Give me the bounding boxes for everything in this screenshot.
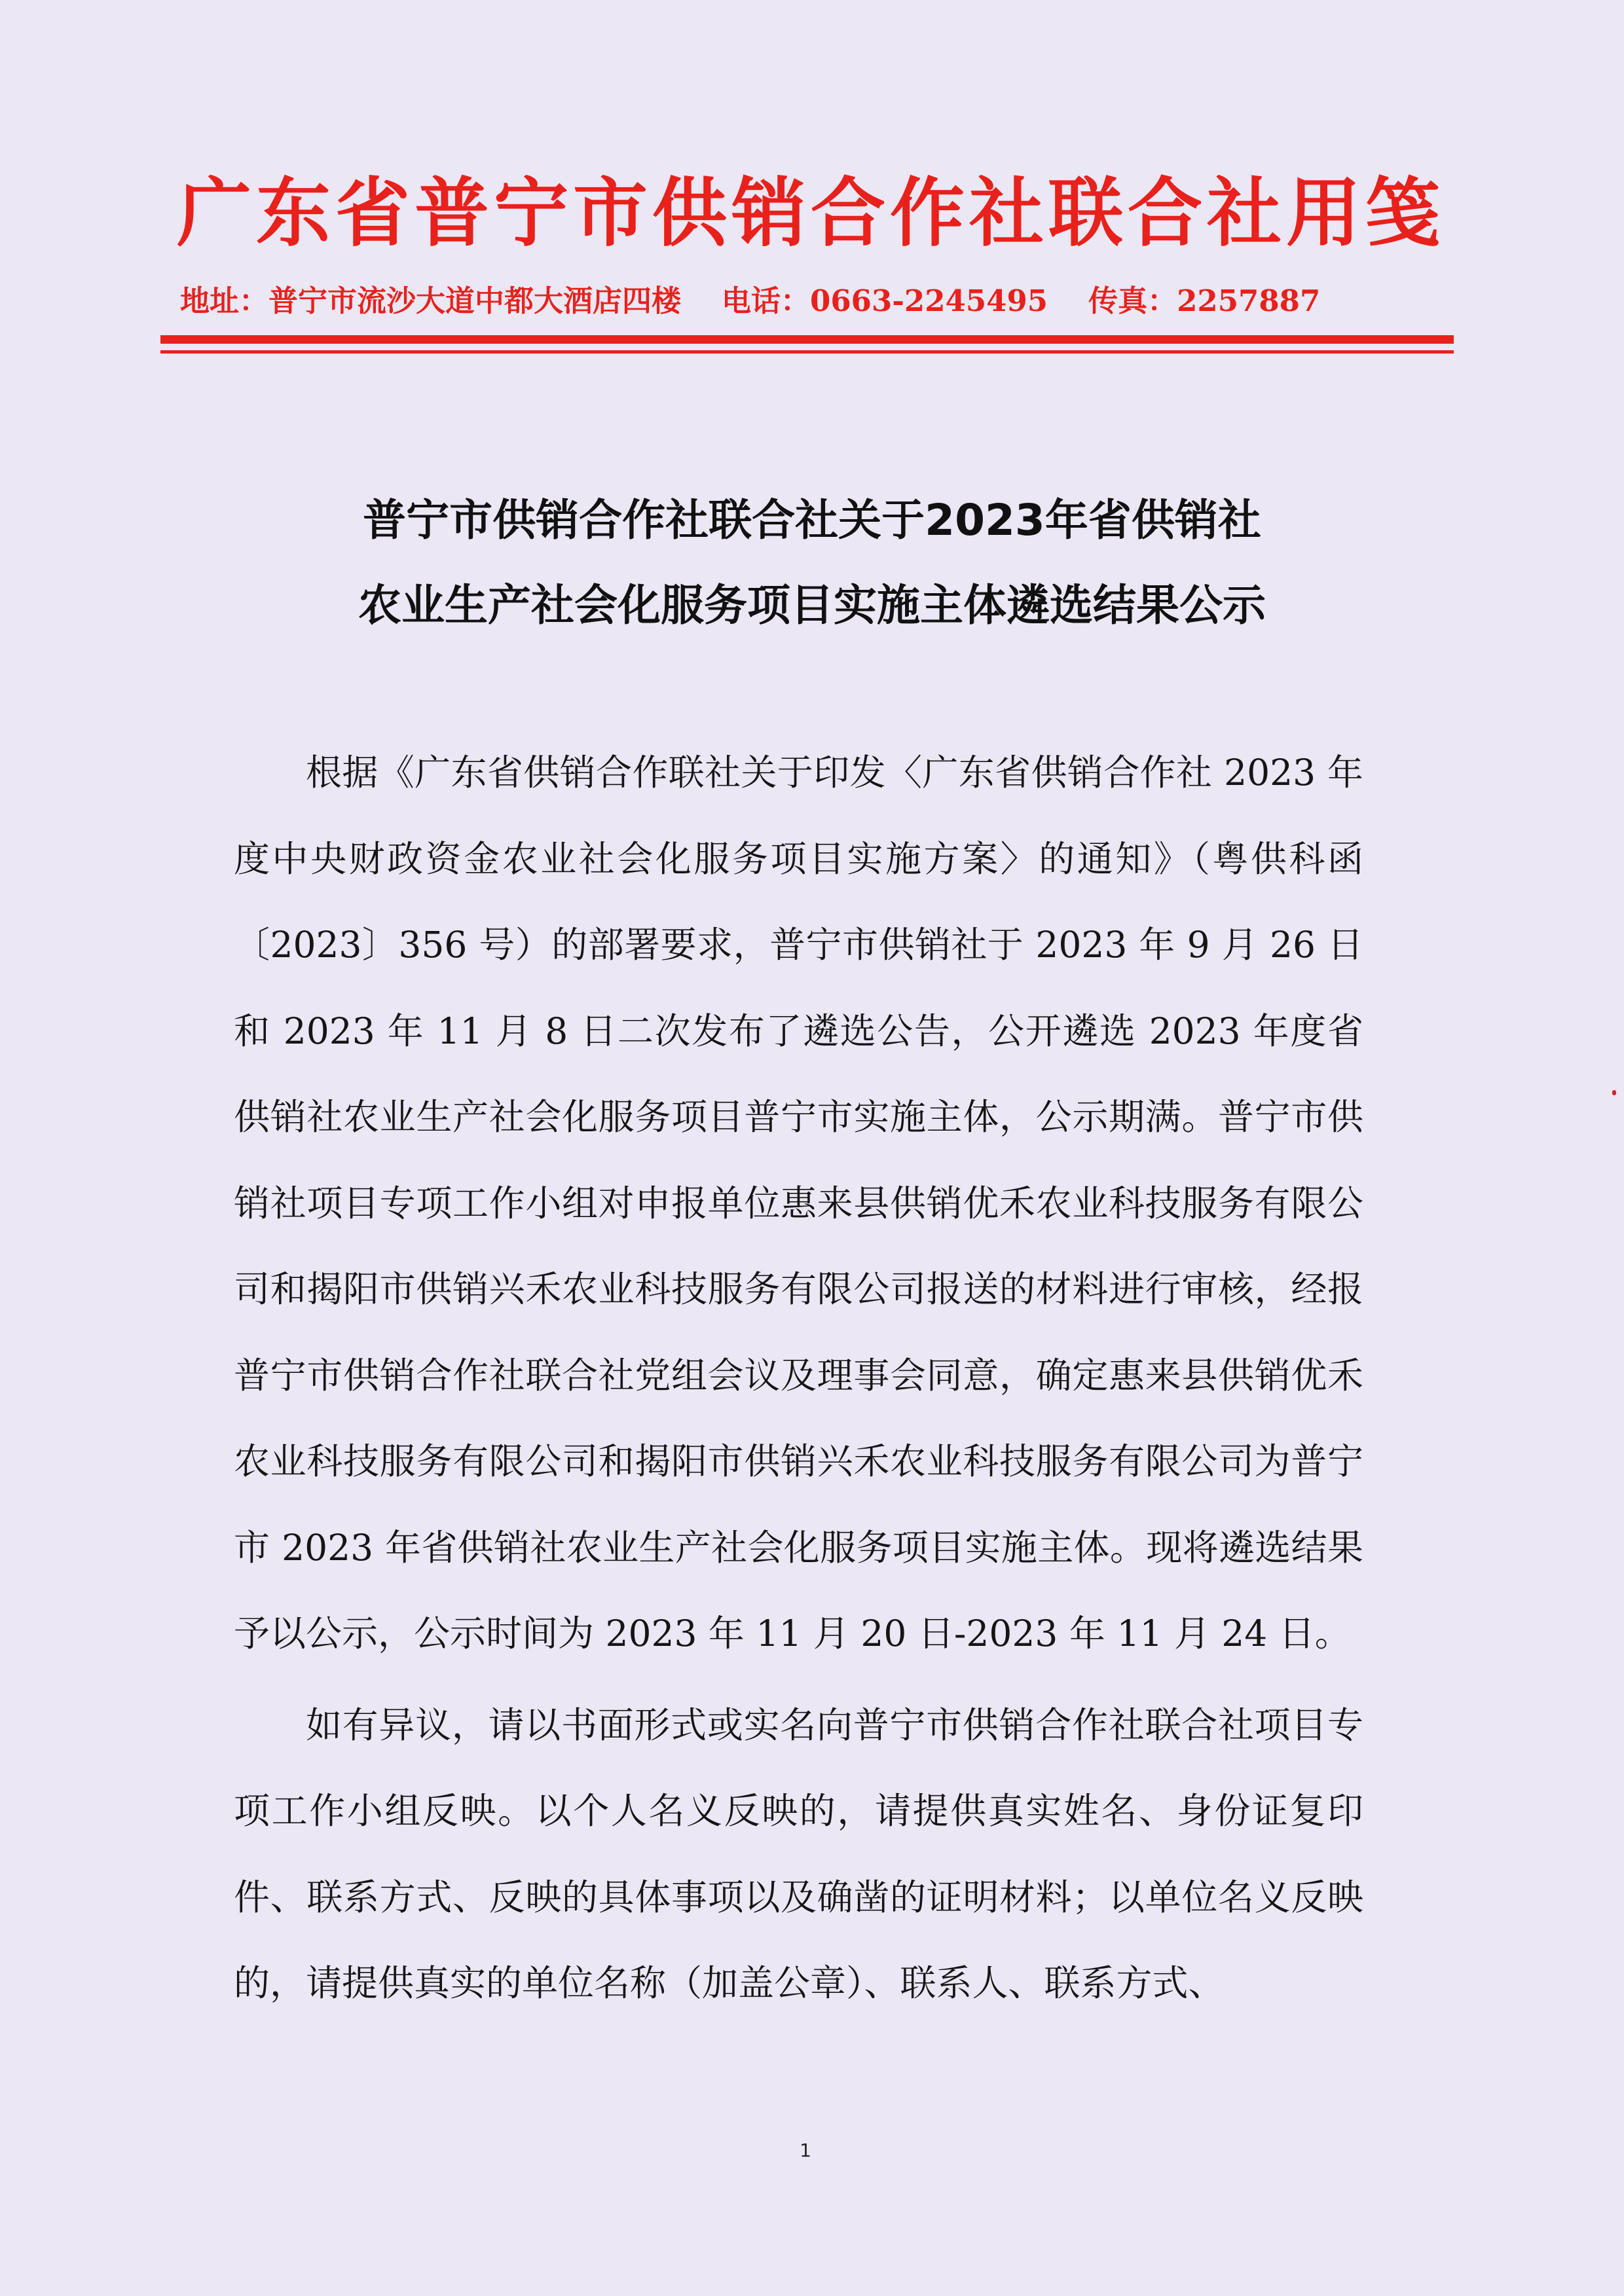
letterhead-divider-thick — [160, 335, 1454, 344]
letterhead-organization-name: 广东省普宁市供销合作社联合社用笺 — [177, 169, 1445, 257]
letterhead-divider-thin — [160, 350, 1454, 354]
document-title-line-1: 普宁市供销合作社联合社关于2023年省供销社 — [363, 495, 1261, 545]
document-title-line-2: 农业生产社会化服务项目实施主体遴选结果公示 — [358, 580, 1266, 630]
letterhead-contact-line — [180, 282, 1450, 321]
document-body — [234, 730, 1363, 2032]
body-paragraph-1: 根据《广东省供销合作联社关于印发〈广东省供销合作社 2023 年度中央财政资金农业社会化服务项目实施方案〉的通知》（粤供科函〔2023〕356 号）的部署要求，普宁市供销社于 2023 年 9 月 26 日和 2023 年 11 月 8 日二次发布了遴选公告，公开遴选 2023 年度省供销社农业生产社会化服务项目普宁市实施主体，公示期满。普宁市供销社项目专项工作小组对申报单位惠来县供销优禾农业科技服务有限公司和揭阳市供销兴禾农业科技服务有限公司报送的材料进行审核，经报普宁市供销合作社联合社党组会议及理事会同意，确定惠来县供销优禾农业科技服务有限公司和揭阳市供销兴禾农业科技服务有限公司为普宁市 2023 年省供销社农业生产社会化服务项目实施主体。现将遴选结果予以公示，公示时间为 2023 年 11 月 20 日-2023 年 11 月 24 日。 — [234, 752, 1363, 1654]
document-title — [196, 478, 1428, 648]
page-number: 1 — [800, 2140, 811, 2161]
body-paragraph-2: 如有异议，请以书面形式或实名向普宁市供销合作社联合社项目专项工作小组反映。以个人名义反映的，请提供真实姓名、身份证复印件、联系方式、反映的具体事项以及确凿的证明材料；以单位名义反映的，请提供真实的单位名称（加盖公章）、联系人、联系方式、 — [234, 1704, 1363, 2004]
letterhead-address: 地址：普宁市流沙大道中都大酒店四楼 — [180, 283, 682, 318]
letterhead-phone: 电话：0663-2245495 — [722, 283, 1048, 318]
letterhead-fax: 传真：2257887 — [1088, 283, 1321, 318]
scan-mark — [1612, 1090, 1616, 1095]
